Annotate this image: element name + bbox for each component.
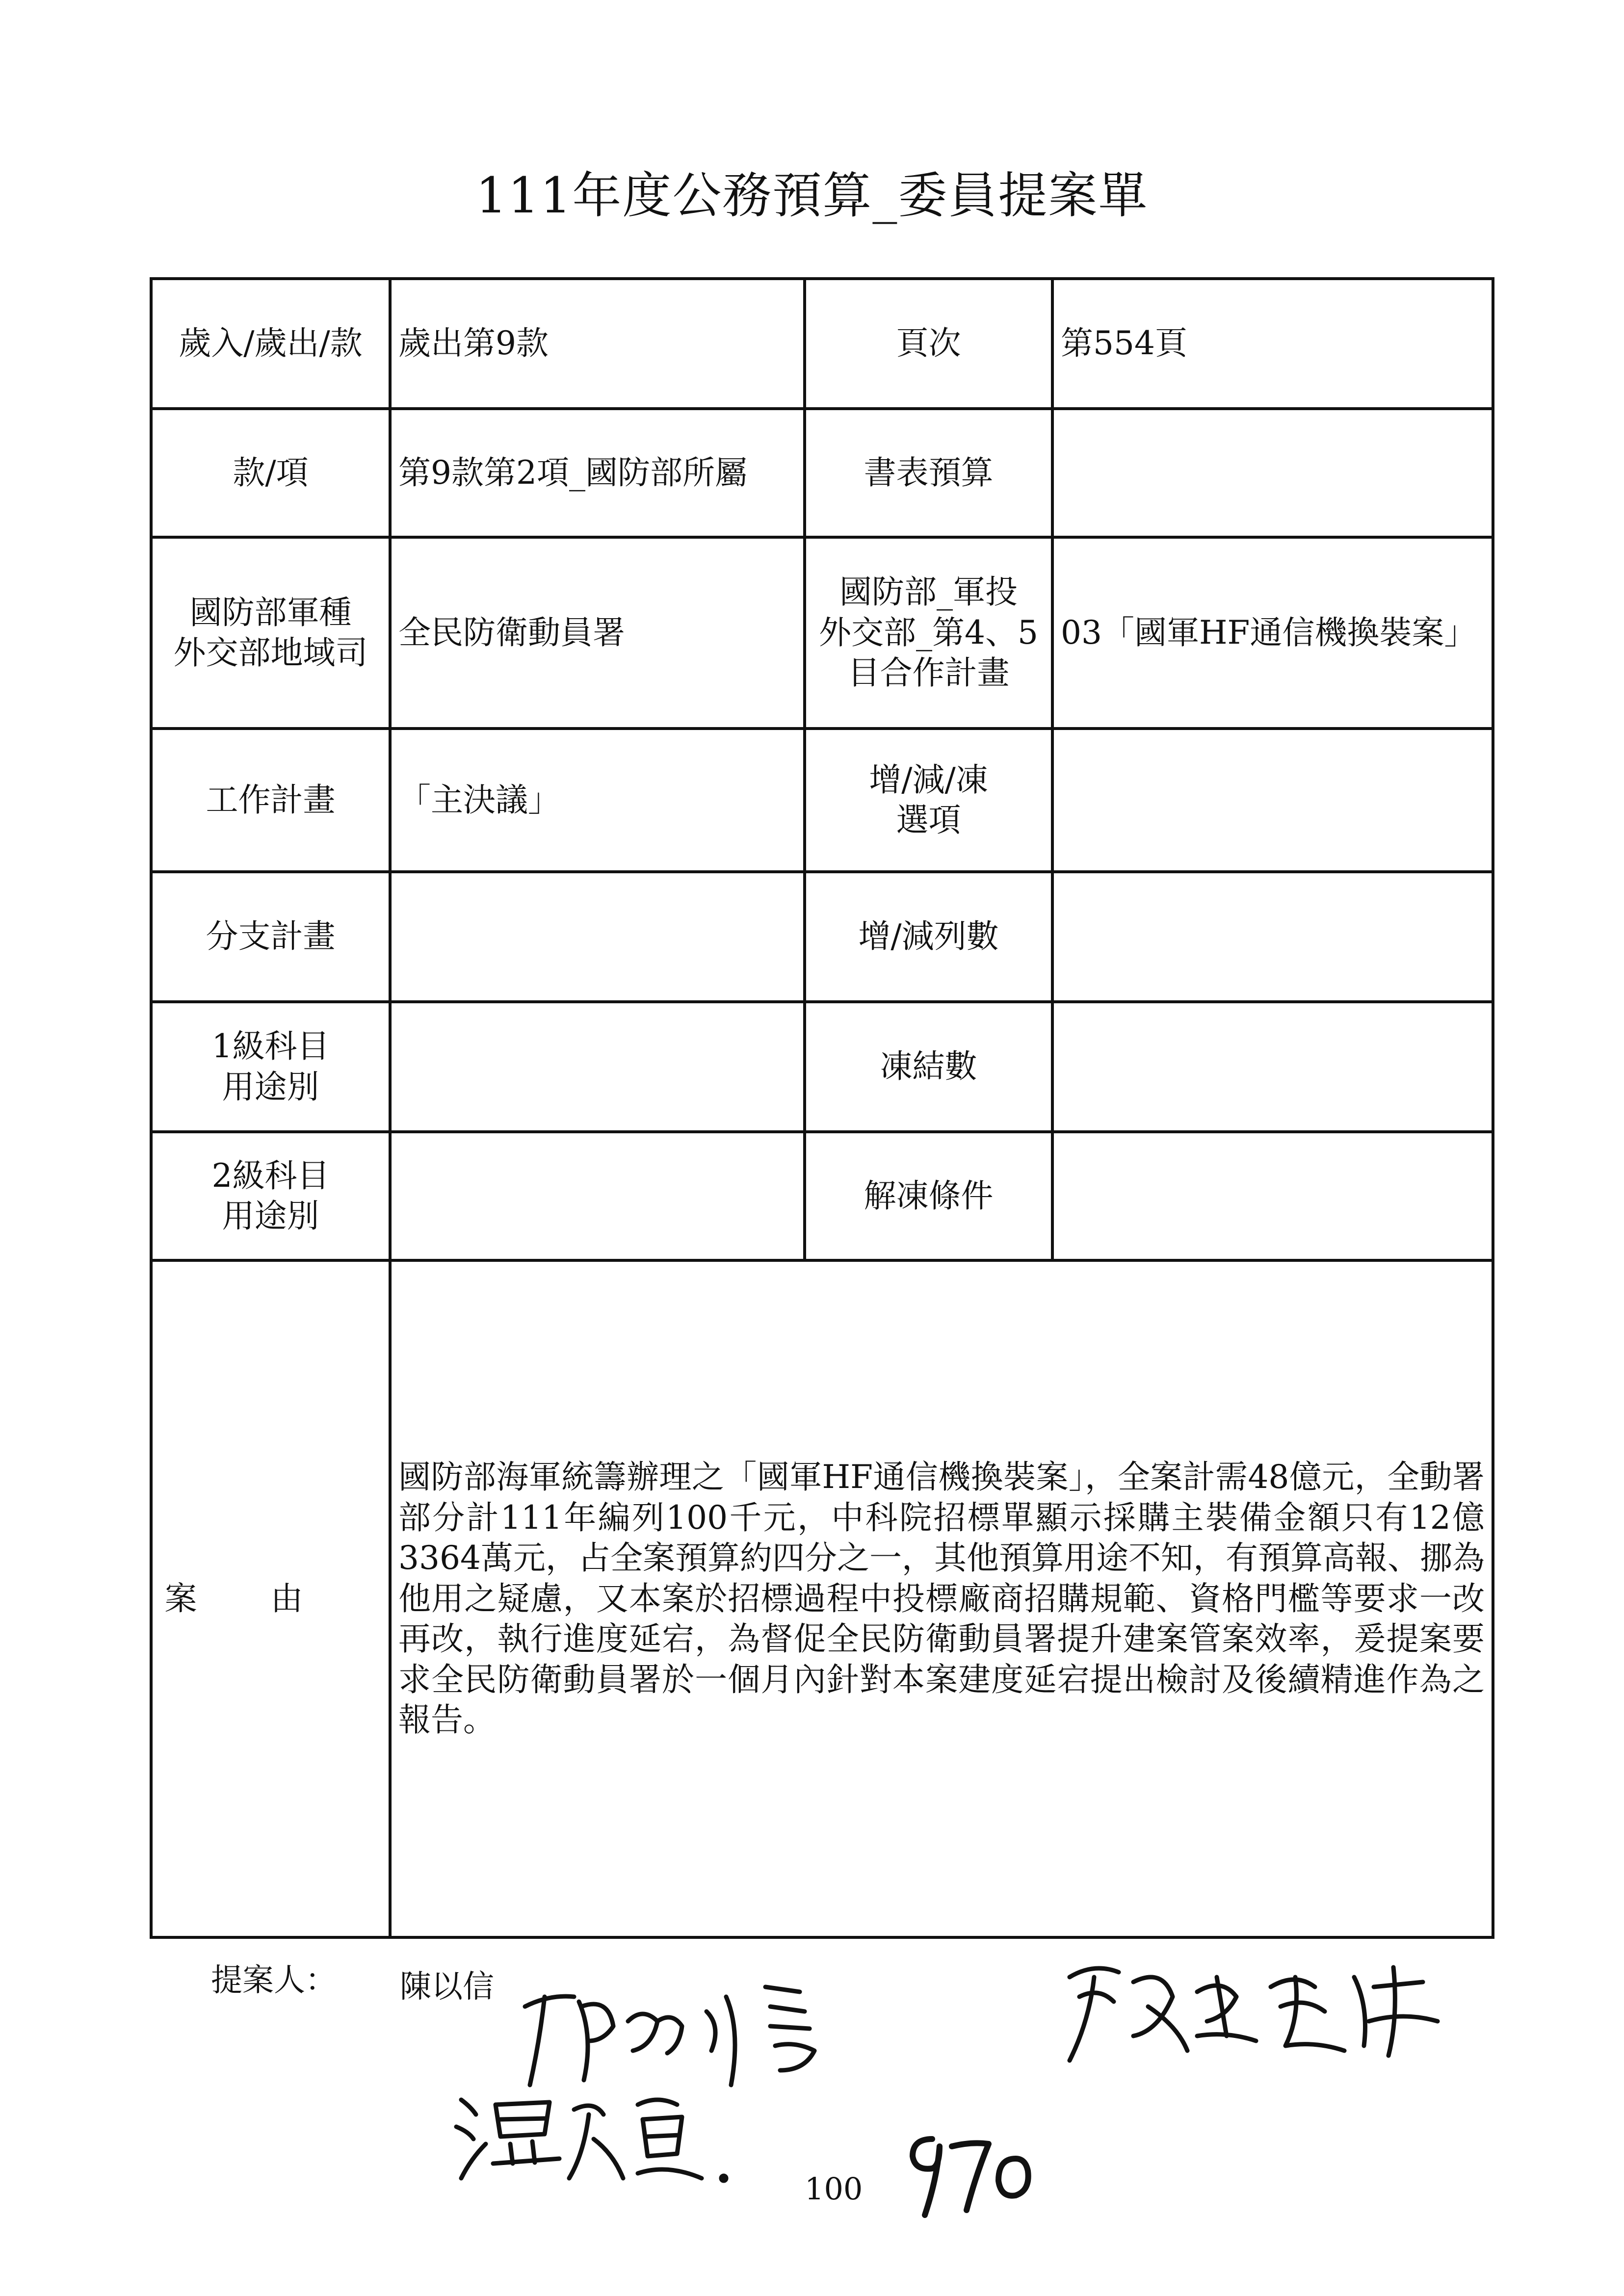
form-row	[151, 409, 1493, 537]
signature-second	[1050, 1948, 1452, 2070]
proposer-name: 陳以信	[400, 1969, 494, 2005]
level2-subject-label: 2級科目 用途別	[151, 1132, 390, 1260]
option-value	[1052, 729, 1493, 872]
form-row	[151, 872, 1493, 1002]
reason-label: 案由	[164, 1579, 377, 1618]
work-plan-value: 「主決議」	[390, 729, 805, 872]
level1-subject-value	[390, 1002, 805, 1132]
option-label: 增/減/凍 選項	[805, 729, 1052, 872]
budget-type-label: 歲入/歲出/款	[151, 279, 390, 409]
form-row	[151, 1260, 1493, 1937]
program-label: 國防部_軍投 外交部_第4、5 目合作計畫	[805, 537, 1052, 729]
amount-change-value	[1052, 872, 1493, 1002]
page-value: 第554頁	[1052, 279, 1493, 409]
service-branch-label: 國防部軍種 外交部地域司	[151, 537, 390, 729]
amount-change-label: 增/減列數	[805, 872, 1052, 1002]
program-value: 03「國軍HF通信機換裝案」	[1052, 537, 1493, 729]
proposer-label: 提案人：	[211, 1962, 337, 1999]
statement-budget-value	[1052, 409, 1493, 537]
handwritten-number	[898, 2124, 1040, 2222]
sub-plan-label: 分支計畫	[151, 872, 390, 1002]
statement-budget-label: 書表預算	[805, 409, 1052, 537]
work-plan-label: 工作計畫	[151, 729, 390, 872]
level1-subject-label: 1級科目 用途別	[151, 1002, 390, 1132]
frozen-amount-label: 凍結數	[805, 1002, 1052, 1132]
frozen-amount-value	[1052, 1002, 1493, 1132]
budget-type-value: 歲出第9款	[390, 279, 805, 409]
form-row	[151, 537, 1493, 729]
service-branch-value: 全民防衛動員署	[390, 537, 805, 729]
unfreeze-condition-label: 解凍條件	[805, 1132, 1052, 1260]
sub-plan-value	[390, 872, 805, 1002]
reason-text: 國防部海軍統籌辦理之「國軍HF通信機換裝案」，全案計需48億元，全動署部分計111年編列100千元，中科院招標單顯示採購主裝備金額只有12億3364萬元，占全案預算約四分之一，其他預算用途不知，有預算高報、挪為他用之疑慮，又本案於招標過程中投標廠商招購規範、資格門檻等要求一改再改，執行進度延宕，為督促全民防衛動員署提升建案管案效率，爰提案要求全民防衛動員署於一個月內針對本案建度延宕提出檢討及後續精進作為之報告。	[390, 1260, 1493, 1937]
page-label: 頁次	[805, 279, 1052, 409]
section-item-value: 第9款第2項_國防部所屬	[390, 409, 805, 537]
form-row	[151, 279, 1493, 409]
form-row	[151, 729, 1493, 872]
section-item-label: 款/項	[151, 409, 390, 537]
form-title: 111年度公務預算_委員提案單	[475, 167, 1149, 224]
signature-wen	[446, 2080, 741, 2188]
form-row	[151, 1002, 1493, 1132]
form-row	[151, 1132, 1493, 1260]
unfreeze-condition-value	[1052, 1132, 1493, 1260]
reason-label-cell	[151, 1260, 390, 1937]
proposal-form-table	[150, 277, 1494, 1939]
page-number: 100	[805, 2171, 863, 2207]
signature-chen	[510, 1967, 893, 2095]
level2-subject-value	[390, 1132, 805, 1260]
